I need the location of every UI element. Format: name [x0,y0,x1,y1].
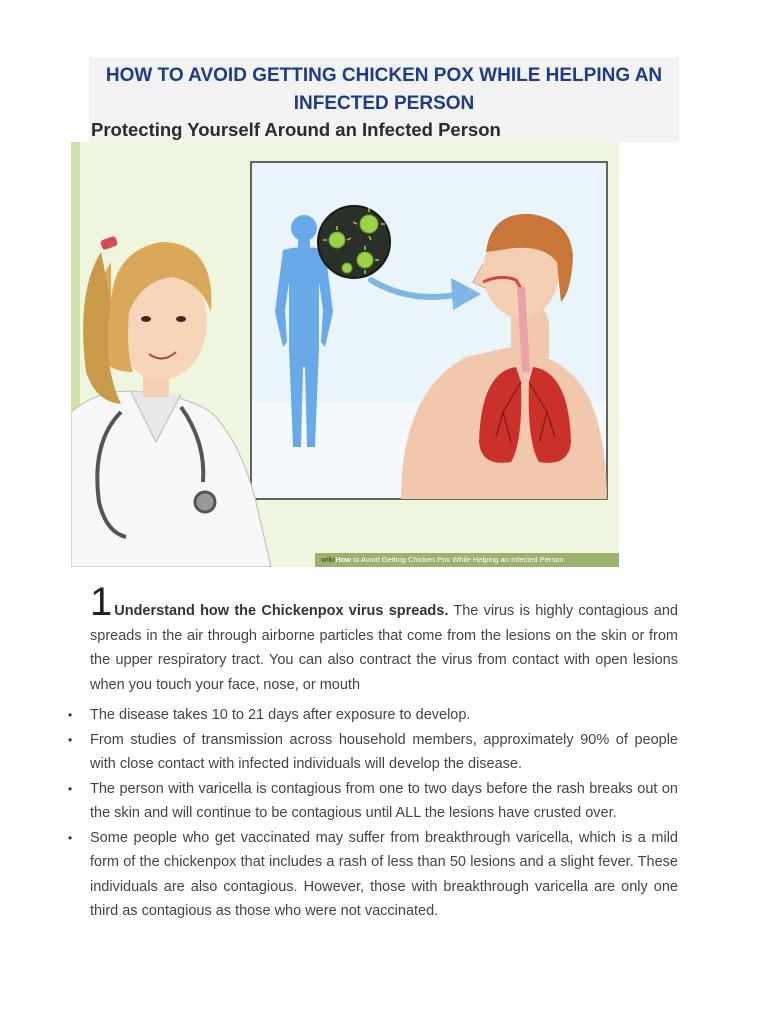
step-text: The virus is highly contagious and spreads in the air through airborne particles that come from the lesions on the skin or from the upper respiratory tract. You can also contract the virus from contact with open lesions when you touch your face, nose, or mouth [90,603,678,693]
step-1 [90,580,678,697]
page-title: HOW TO AVOID GETTING CHICKEN POX WHILE HELPING AN INFECTED PERSON [105,65,663,114]
list-item-text: From studies of transmission across household members, approximately 90% of people with close contact with infected individuals will develop the disease. [90,731,678,772]
step-number: 1 [90,580,113,624]
illustration-image [71,142,619,567]
list-item [68,826,678,924]
virus-icon [318,206,390,278]
bullet-list [68,703,678,924]
list-item-text: Some people who get vaccinated may suffer from breakthrough varicella, which is a mild form of the chickenpox that includes a rash of less than 50 lesions and a slight fever. These individuals are also contagious. However, those with breakthrough varicella are only one third as contagious as those who were not vaccinated. [90,829,678,919]
bullet-icon: • [68,830,73,845]
step-paragraph [90,580,678,697]
wikihow-logo: wiki [321,555,336,564]
list-item-text: The person with varicella is contagious from one to two days before the rash breaks out on the skin and will continue to be contagious until ALL the lesions have crusted over. [90,780,678,821]
section-subtitle: Protecting Yourself Around an Infected Person [91,119,501,140]
list-item-text: The disease takes 10 to 21 days after exposure to develop. [90,707,471,723]
illustration-svg [71,142,619,567]
watermark-text: to Avoid Getting Chicken Pox While Helping an Infected Person [351,555,564,564]
bullet-icon: • [68,708,73,722]
list-item [68,728,678,777]
bullet-icon: • [68,781,73,796]
watermark-caption [315,553,619,567]
list-item [68,777,678,826]
list-item [68,703,678,728]
step-lead: Understand how the Chickenpox virus spreads. [114,603,449,619]
watermark-how: How [335,555,352,564]
bullet-icon: • [68,732,73,747]
